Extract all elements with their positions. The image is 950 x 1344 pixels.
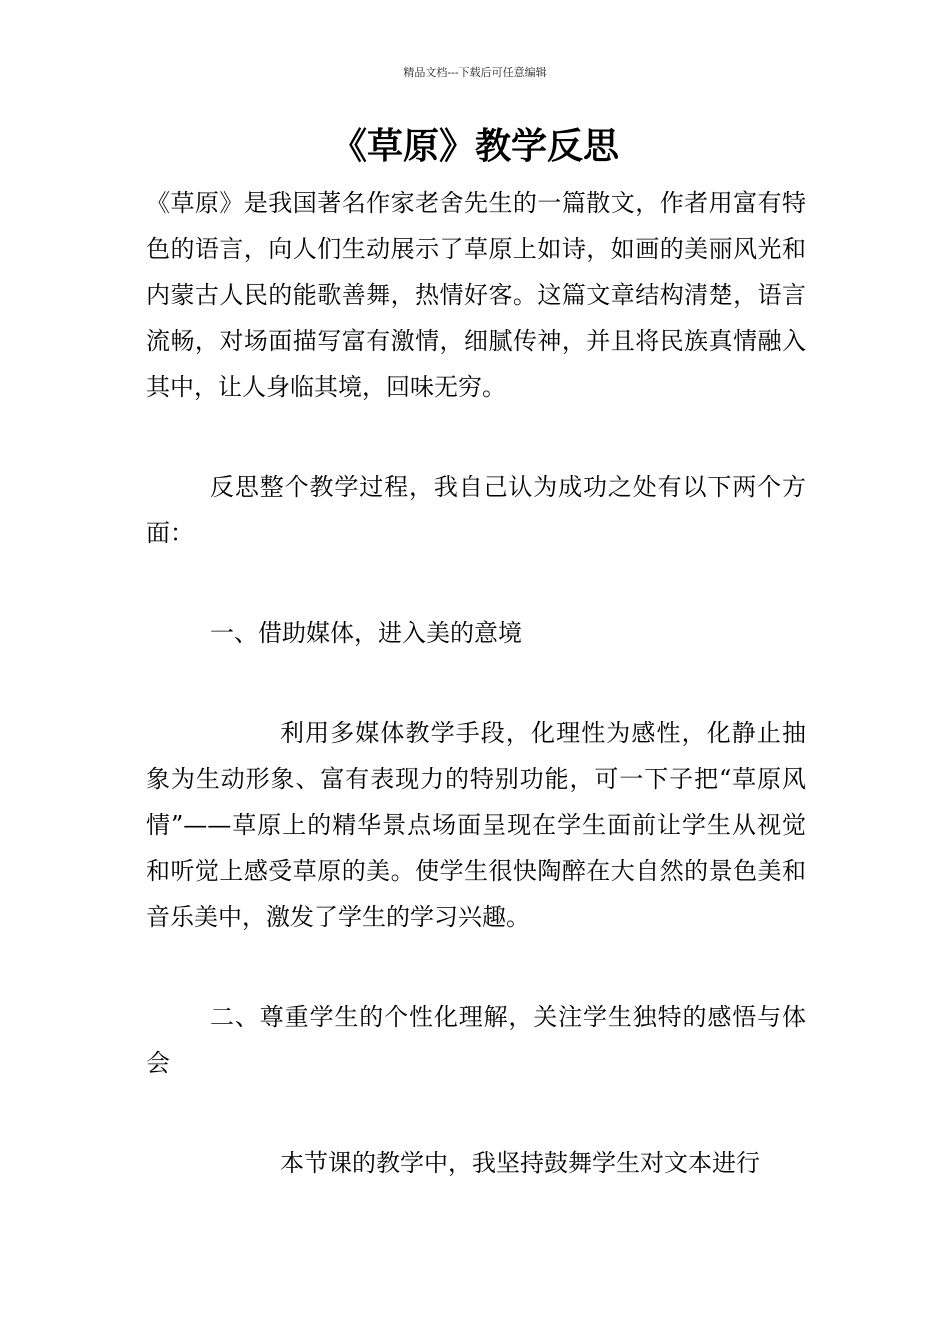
section-heading-one: 一、借助媒体，进入美的意境 — [210, 619, 522, 647]
section-heading-two: 二、尊重学生的个性化理解，关注学生独特的感悟与体会 — [146, 1003, 806, 1077]
intro-paragraph: 《草原》是我国著名作家老舍先生的一篇散文，作者用富有特色的语言，向人们生动展示了草原上如诗，如画的美丽风光和内蒙古人民的能歌善舞，热情好客。这篇文章结构清楚，语言流畅，对场面描写富有激情，细腻传神，并且将民族真情融入其中，让人身临其境，回味无穷。 — [146, 189, 806, 401]
page-title: 《草原》教学反思 — [330, 126, 619, 167]
media-paragraph: 利用多媒体教学手段，化理性为感性，化静止抽象为生动形象、富有表现力的特别功能，可一下子把“草原风情”——草原上的精华景点场面呈现在学生面前让学生从视觉和听觉上感受草原的美。使学生很快陶醉在大自然的景色美和音乐美中，激发了学生的学习兴趣。 — [146, 719, 806, 931]
closing-paragraph: 本节课的教学中，我坚持鼓舞学生对文本进行 — [280, 1149, 760, 1177]
reflection-paragraph: 反思整个教学过程，我自己认为成功之处有以下两个方面： — [146, 473, 806, 547]
header-note: 精品文档---下载后可任意编辑 — [403, 66, 547, 79]
document-body — [146, 180, 806, 1186]
